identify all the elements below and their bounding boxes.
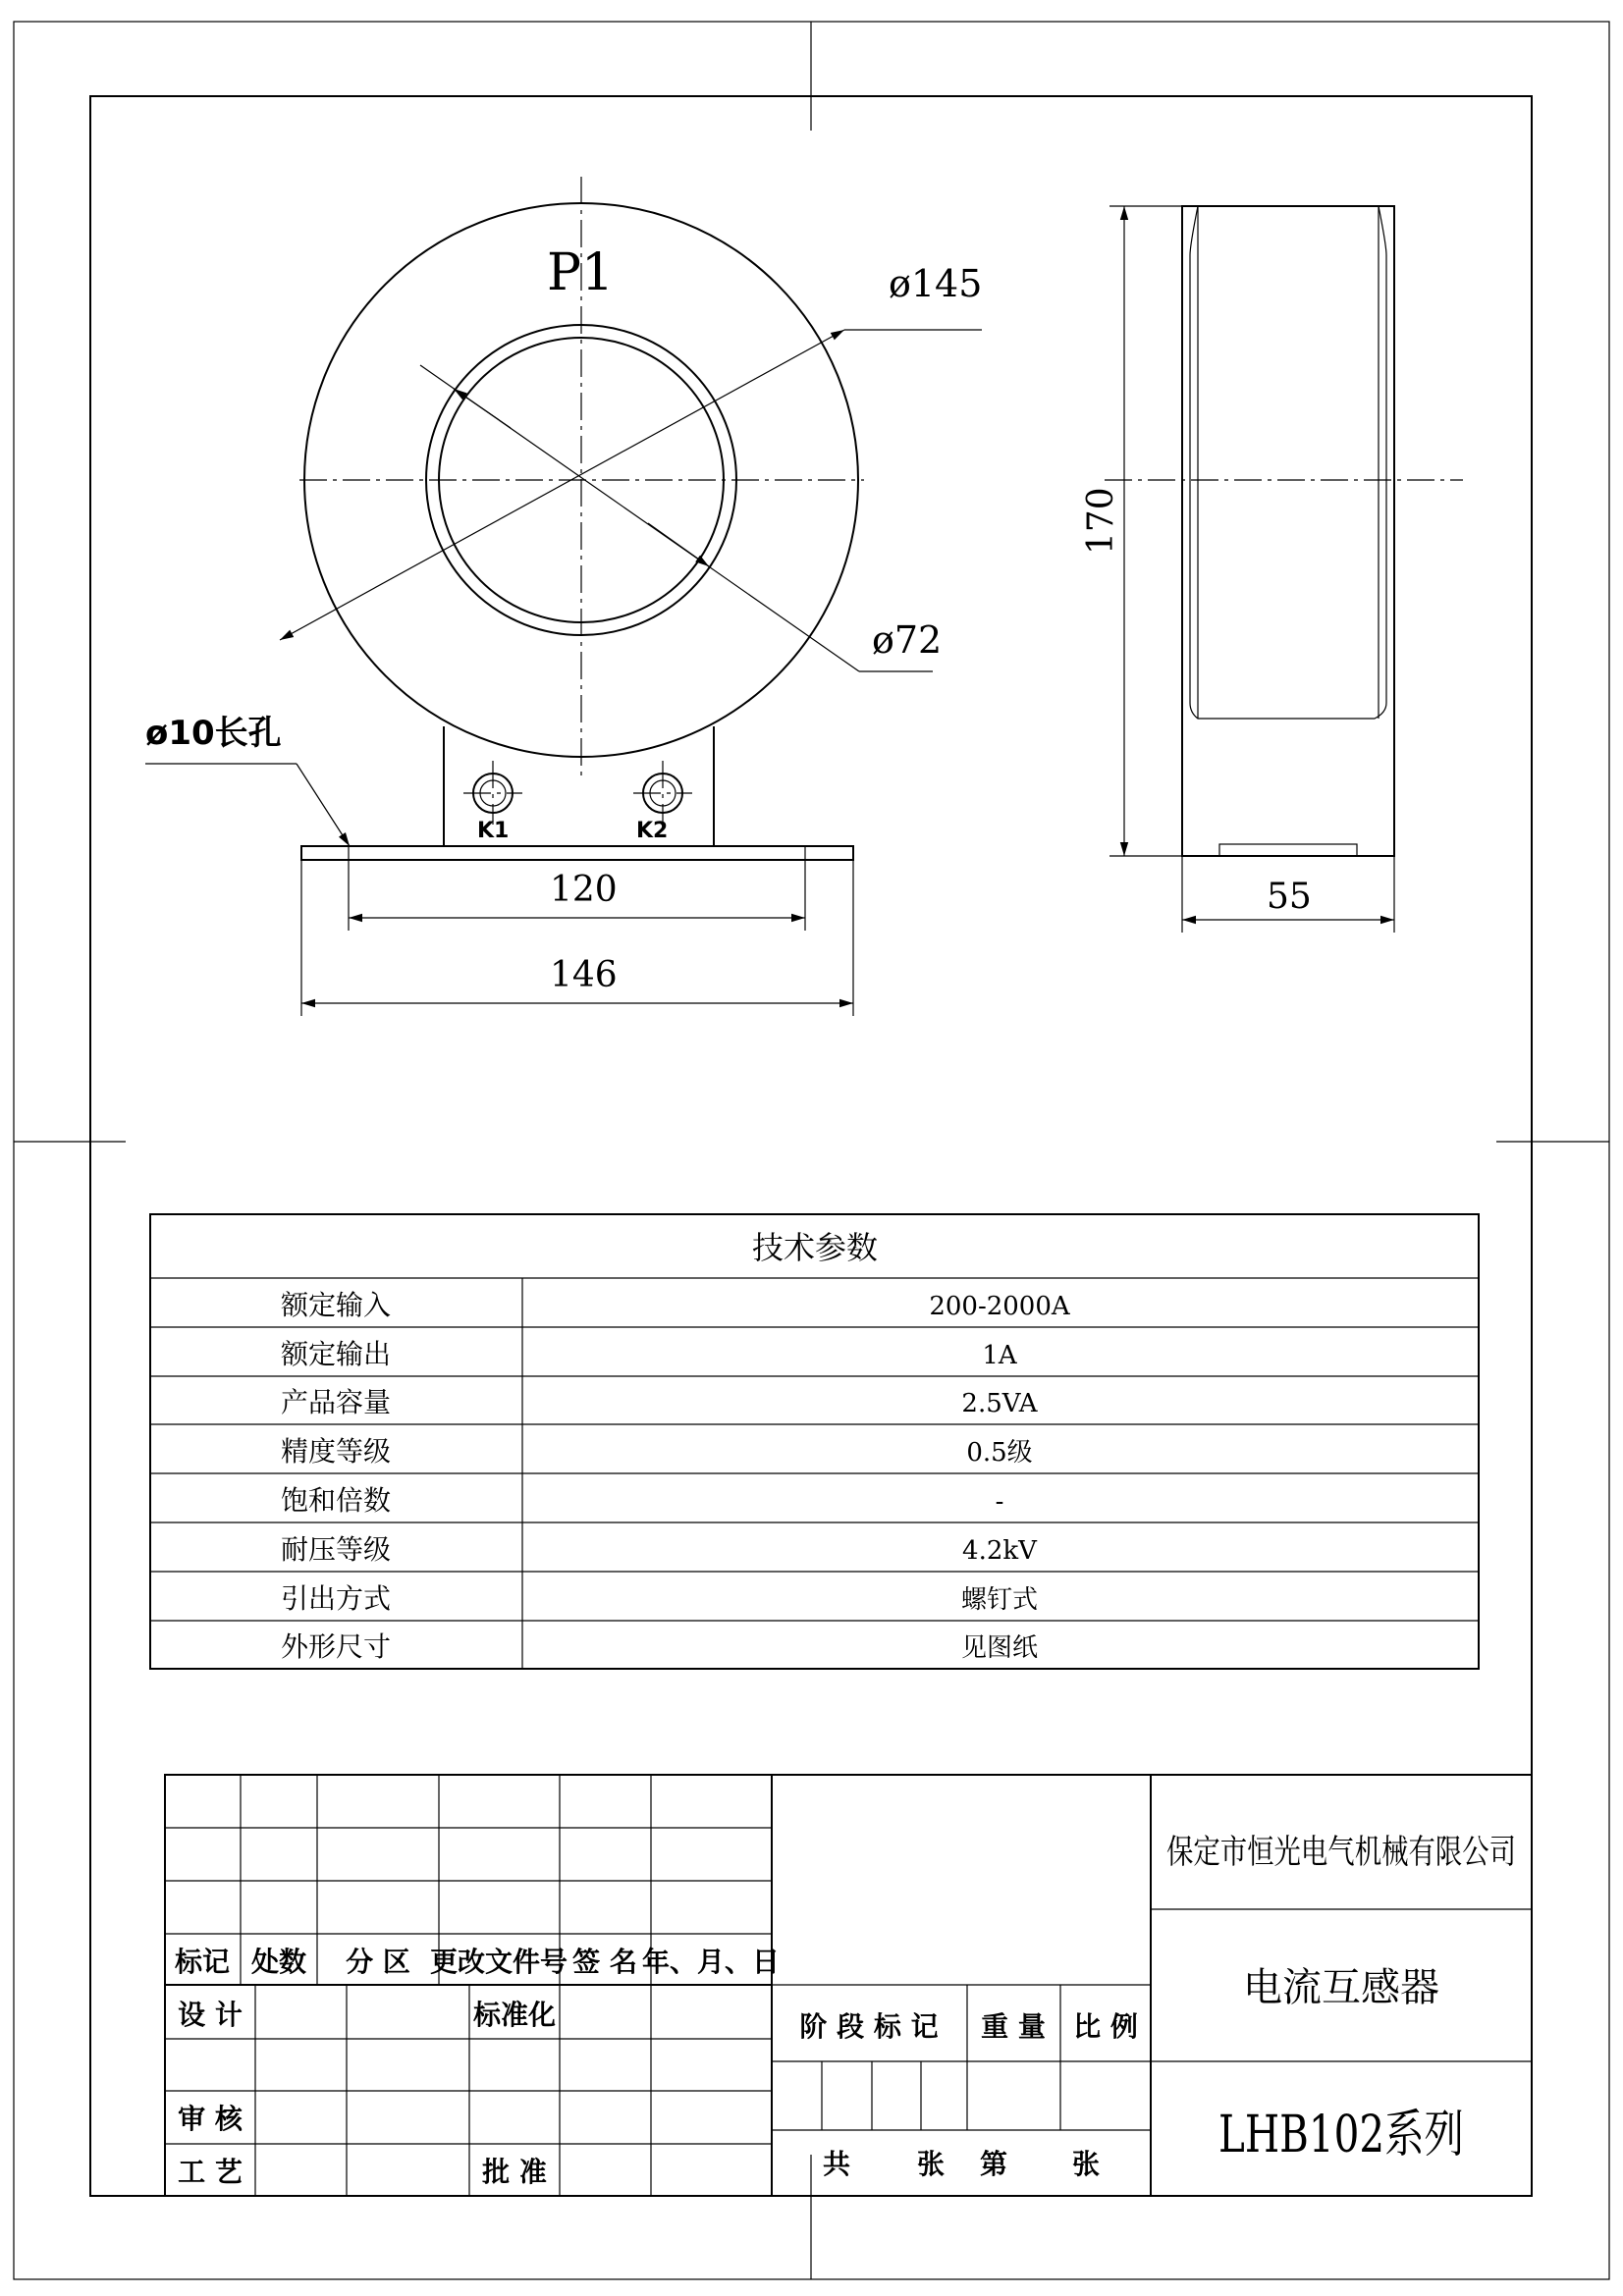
- spec-value: 1A: [982, 1341, 1017, 1370]
- title-block: [165, 1775, 1532, 2196]
- spec-name: 耐压等级: [280, 1533, 392, 1566]
- rev-header-zone: 分 区: [346, 1946, 410, 1978]
- sheets-unit-label: 张: [916, 2148, 946, 2180]
- spec-value: 螺钉式: [960, 1585, 1039, 1615]
- leader-od: [280, 330, 844, 640]
- side-foot: [1219, 844, 1357, 856]
- standardize-label: 标准化: [472, 1999, 557, 2031]
- front-view: [145, 177, 982, 1016]
- inner-diameter-label: ø72: [872, 618, 943, 662]
- rev-header-count: 处数: [250, 1946, 307, 1978]
- part-label: P1: [547, 243, 615, 302]
- spec-value: -: [995, 1487, 1004, 1517]
- sheet-no-label: 第: [979, 2148, 1008, 2180]
- rev-header-date: 年、月、日: [641, 1946, 781, 1978]
- stage-mark-label: 阶 段 标 记: [799, 2010, 939, 2043]
- dim-146-label: 146: [550, 955, 618, 995]
- rev-header-doc: 更改文件号: [429, 1946, 568, 1978]
- spec-name: 精度等级: [280, 1435, 392, 1468]
- spec-name: 饱和倍数: [280, 1484, 392, 1517]
- side-view: [1081, 206, 1463, 933]
- product-name: 电流互感器: [1243, 1965, 1439, 2010]
- approve-label: 批 准: [482, 2156, 547, 2188]
- spec-name: 产品容量: [280, 1386, 392, 1418]
- review-label: 审 核: [178, 2103, 243, 2135]
- rev-header-sign: 签 名: [572, 1946, 637, 1978]
- design-label: 设 计: [178, 1999, 243, 2031]
- spec-value: 0.5级: [966, 1438, 1033, 1468]
- leader-id-b: [648, 523, 709, 566]
- spec-value: 2.5VA: [961, 1389, 1038, 1418]
- process-label: 工 艺: [178, 2156, 243, 2188]
- leader-id-a: [454, 389, 511, 428]
- outer-frame: [14, 22, 1609, 2279]
- model-name: LHB102系列: [1218, 2106, 1464, 2164]
- spec-table-title: 技术参数: [751, 1229, 879, 1266]
- rev-header-mark: 标记: [174, 1946, 231, 1978]
- scale-label: 比 例: [1073, 2010, 1138, 2043]
- company-name: 保定市恒光电气机械有限公司: [1166, 1833, 1516, 1872]
- sheet-unit2-label: 张: [1071, 2148, 1101, 2180]
- outer-diameter-label: ø145: [889, 262, 983, 305]
- sheets-total-label: 共: [822, 2148, 851, 2180]
- spec-name: 引出方式: [280, 1582, 392, 1615]
- terminal-k1-label: K1: [477, 819, 510, 843]
- weight-label: 重 量: [981, 2010, 1046, 2043]
- dim-120-label: 120: [550, 870, 618, 910]
- hole-label: ø10长孔: [145, 714, 282, 753]
- side-chamfer-top: [1190, 206, 1386, 719]
- dim-170-label: 170: [1081, 487, 1121, 555]
- base-plate: [301, 846, 853, 860]
- spec-name: 额定输入: [280, 1289, 392, 1321]
- terminal-k2-label: K2: [636, 819, 669, 843]
- spec-value: 见图纸: [960, 1633, 1039, 1663]
- spec-table: [150, 1214, 1479, 1669]
- spec-name: 额定输出: [280, 1338, 392, 1370]
- leader-hole: [297, 764, 350, 846]
- dim-55-label: 55: [1267, 877, 1312, 917]
- spec-value: 4.2kV: [962, 1536, 1037, 1566]
- side-body: [1182, 206, 1394, 856]
- spec-name: 外形尺寸: [280, 1630, 392, 1663]
- spec-value: 200-2000A: [929, 1292, 1070, 1321]
